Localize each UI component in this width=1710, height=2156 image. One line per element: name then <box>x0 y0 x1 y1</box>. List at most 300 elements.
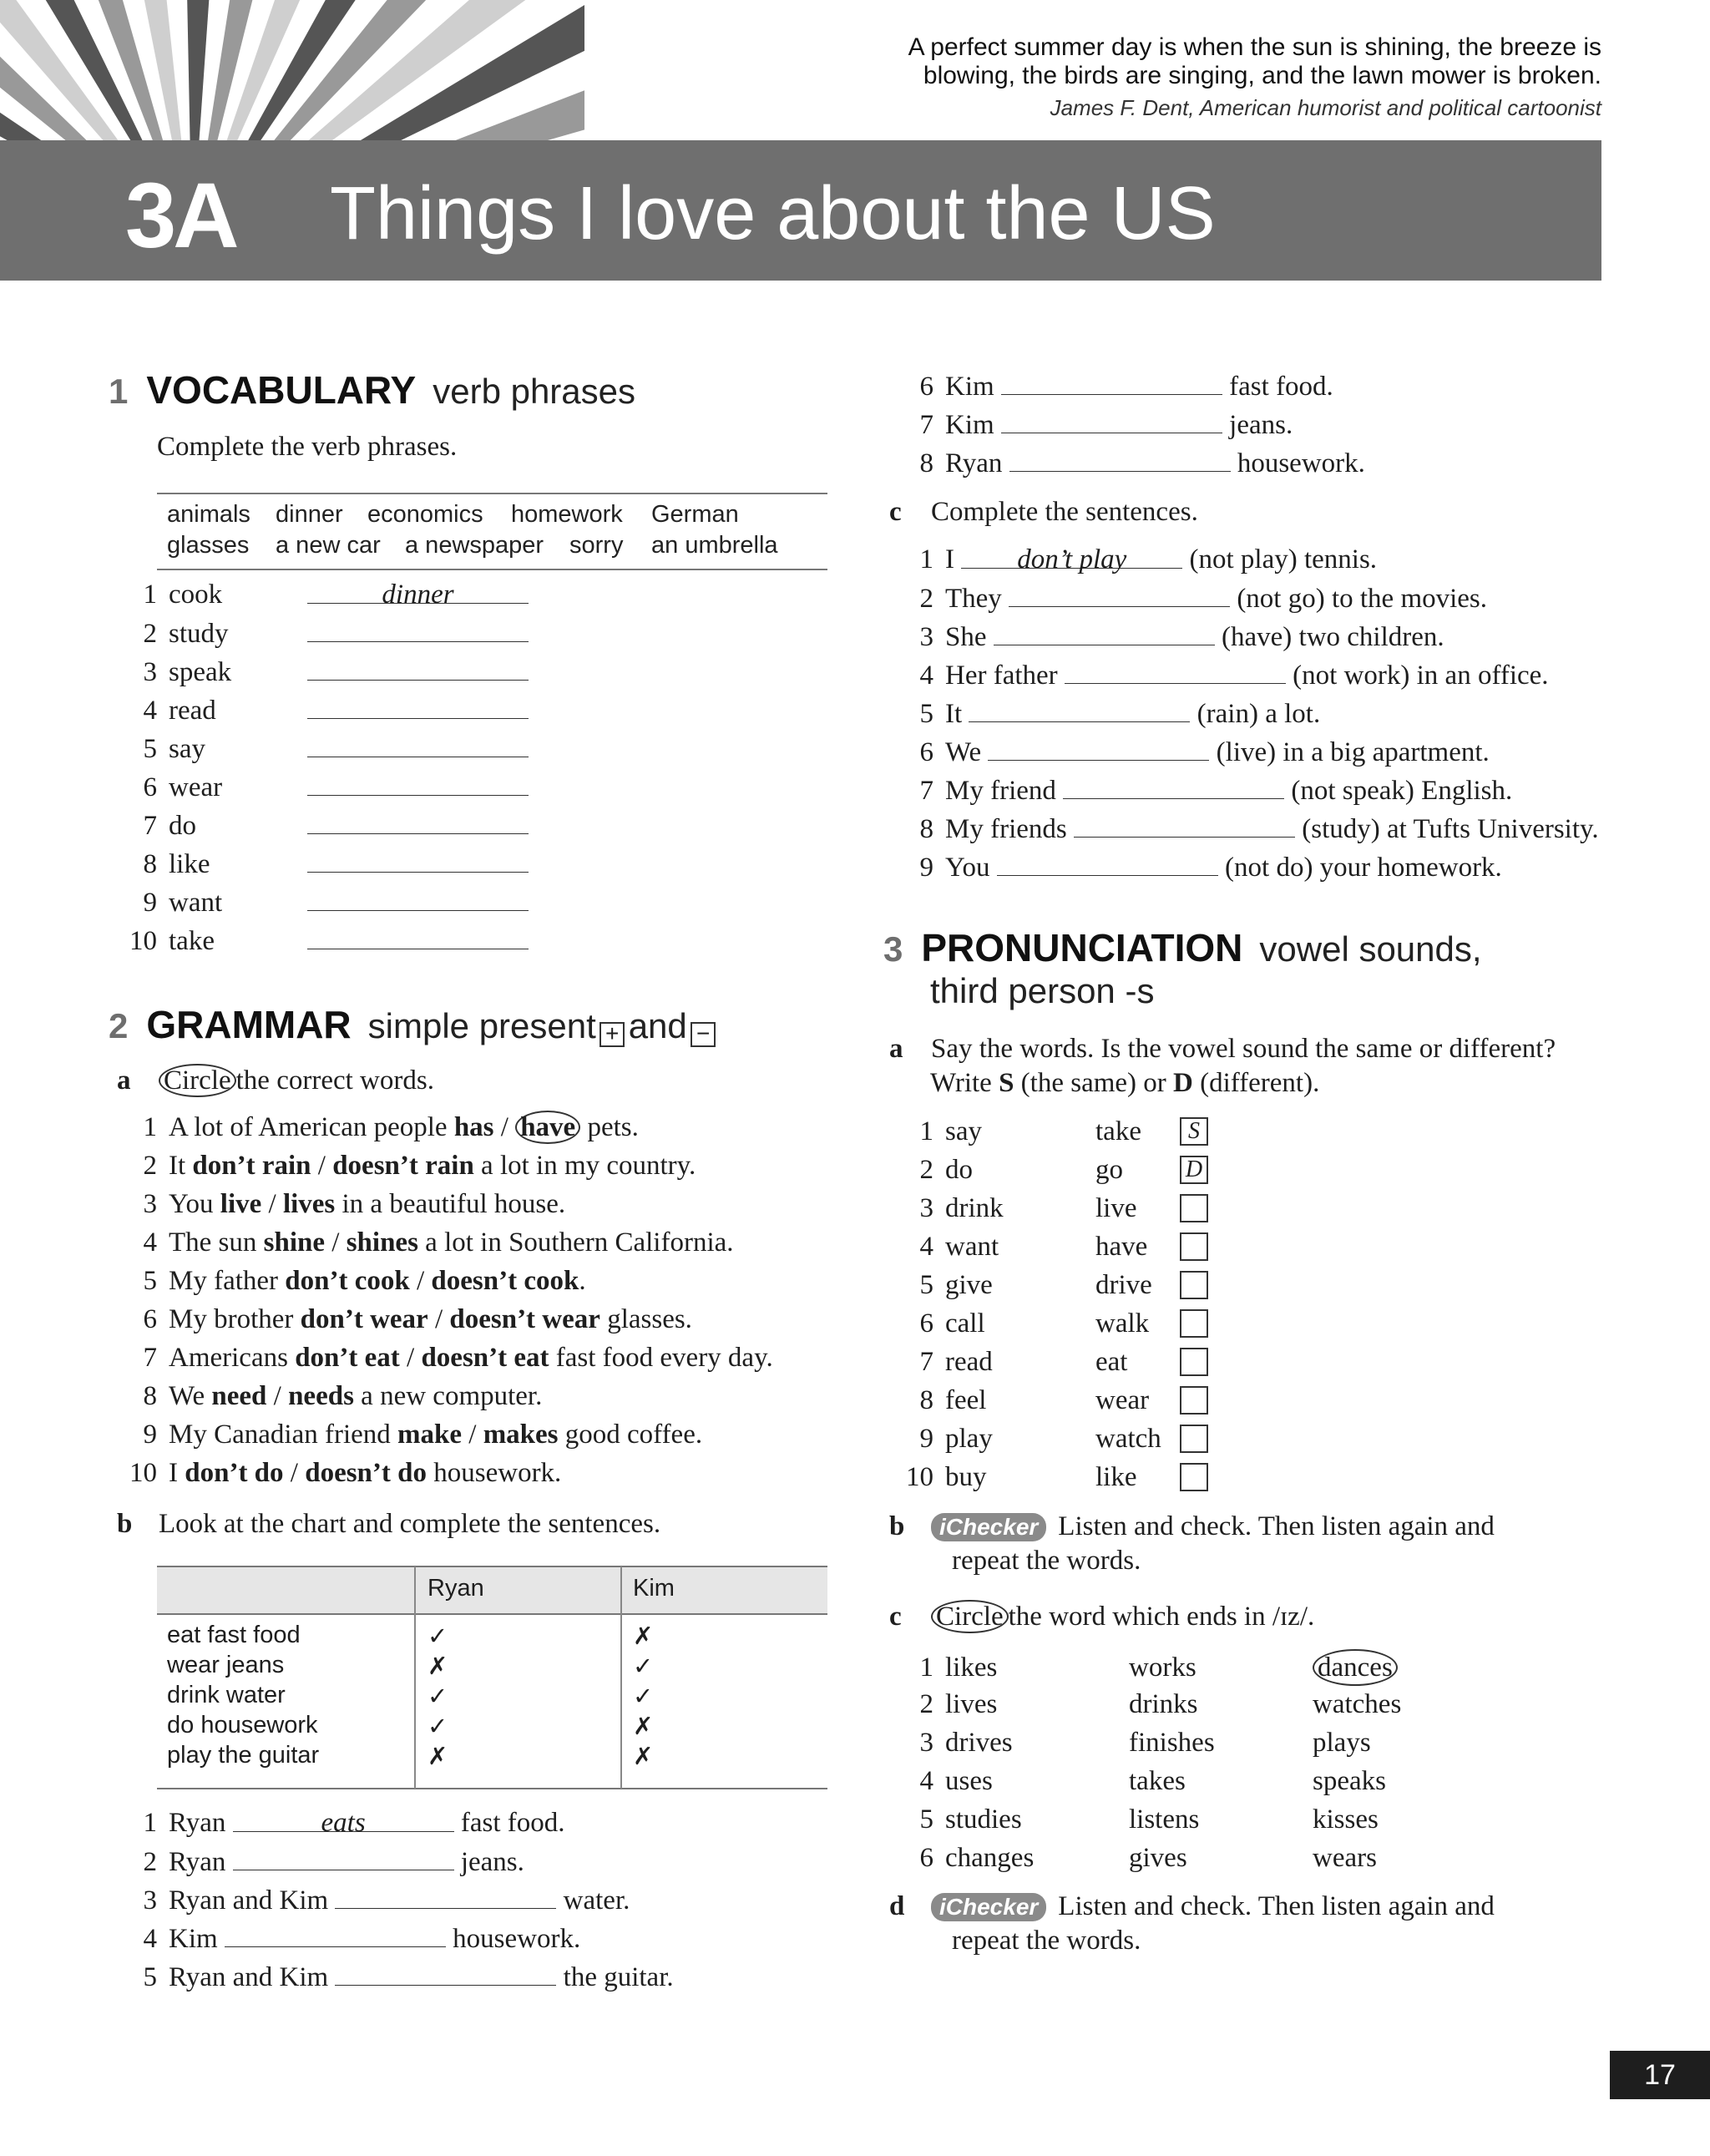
instruction-text: Say the words. Is the vowel sound the same or different? <box>931 1034 1556 1064</box>
subject: Her father <box>945 660 1065 691</box>
subject: I <box>945 544 962 574</box>
section-1-heading <box>109 367 635 412</box>
answer-box[interactable] <box>1180 1194 1208 1222</box>
word-2: wear <box>1095 1385 1150 1415</box>
subject: Ryan <box>945 448 1009 478</box>
answer-blank[interactable] <box>1074 812 1295 838</box>
option-2[interactable]: doesn’t rain <box>332 1151 474 1181</box>
word-option[interactable]: studies <box>945 1804 1022 1835</box>
circle-word: Circle <box>931 1600 1009 1633</box>
list-item <box>125 1264 586 1298</box>
item-number: 8 <box>143 849 157 879</box>
grammar-a-instruction <box>117 1065 434 1096</box>
item-number: 6 <box>919 1308 933 1339</box>
page-number: 17 <box>1610 2051 1710 2099</box>
word-option[interactable]: listens <box>1129 1804 1200 1835</box>
list-item <box>902 581 1487 615</box>
section-subtitle-2: third person -s <box>930 971 1155 1010</box>
exercise-label: b <box>889 1511 905 1541</box>
sentence-start: You <box>169 1189 220 1219</box>
list-item <box>125 1456 561 1490</box>
instruction-text: the word which ends in /ɪz/. <box>1008 1602 1315 1632</box>
word-2: take <box>1095 1116 1141 1146</box>
item-number: 4 <box>143 1227 157 1258</box>
answer-blank[interactable] <box>997 850 1218 876</box>
answer-blank[interactable] <box>225 1921 446 1947</box>
grammar-c-instruction <box>889 497 1198 528</box>
word-2: watch <box>1095 1424 1161 1454</box>
option-2[interactable]: shines <box>346 1227 418 1258</box>
subject: It <box>945 699 969 729</box>
item-number: 2 <box>919 1155 933 1185</box>
answer-blank[interactable] <box>233 1845 454 1870</box>
subject: She <box>945 622 994 652</box>
list-item <box>902 1841 1377 1875</box>
list-item <box>125 1379 542 1413</box>
sentence-start: My brother <box>169 1304 301 1334</box>
sentence-end: (rain) a lot. <box>1190 699 1321 729</box>
word-2: live <box>1095 1193 1137 1223</box>
item-number: 7 <box>919 410 933 440</box>
slash: / <box>428 1304 450 1334</box>
slash: / <box>261 1189 283 1219</box>
list-item <box>902 1345 1127 1379</box>
list-item <box>902 812 1599 846</box>
list-item <box>125 693 529 727</box>
verb: speak <box>169 657 232 687</box>
verb: read <box>169 696 216 726</box>
instruction-text: the correct words. <box>235 1065 434 1096</box>
option-1[interactable]: don’t do <box>185 1458 284 1488</box>
sentence-end: housework. <box>1230 448 1365 478</box>
word-2: eat <box>1095 1347 1128 1377</box>
slash: / <box>311 1151 333 1181</box>
table-header-bg <box>157 1566 827 1614</box>
sentence-start: It <box>169 1151 193 1181</box>
answer-blank[interactable] <box>1009 581 1230 607</box>
section-number: 1 <box>109 372 129 411</box>
word-option[interactable]: finishes <box>1129 1728 1215 1758</box>
item-number: 7 <box>919 776 933 806</box>
list-item <box>125 1883 630 1917</box>
quote-author: James F. Dent, American humorist and political cartoonist <box>1050 95 1601 120</box>
sentence-end: housework. <box>445 1924 581 1954</box>
word-option[interactable]: drives <box>945 1728 1013 1758</box>
letter-s: S <box>999 1068 1014 1098</box>
table-mark: ✗ <box>428 1744 448 1770</box>
verb: take <box>169 926 215 956</box>
pron-a-line-1 <box>889 1034 1556 1065</box>
word-2: like <box>1095 1462 1137 1492</box>
subject: Ryan and Kim <box>169 1885 336 1916</box>
list-item <box>125 1806 564 1840</box>
item-number: 1 <box>143 1808 157 1838</box>
subject: You <box>945 853 997 883</box>
section-subtitle: verb phrases <box>433 372 636 411</box>
table-top-rule <box>157 1566 827 1567</box>
table-row-label: play the guitar <box>167 1742 320 1769</box>
word-option[interactable]: plays <box>1313 1728 1371 1758</box>
table-mark: ✗ <box>633 1744 654 1770</box>
list-item <box>902 1384 1149 1417</box>
word-box-bottom-rule <box>157 569 827 570</box>
option-2[interactable]: have <box>515 1111 580 1144</box>
list-item <box>902 735 1490 769</box>
answer-blank[interactable] <box>307 885 529 911</box>
answer-blank[interactable] <box>307 808 529 834</box>
answer-blank[interactable] <box>1001 407 1222 433</box>
word-option[interactable]: kisses <box>1313 1804 1379 1835</box>
answer-box[interactable] <box>1180 1309 1208 1338</box>
word-2: go <box>1095 1155 1123 1185</box>
list-item <box>125 1226 734 1259</box>
verb: wear <box>169 772 223 802</box>
subject: My friend <box>945 776 1064 806</box>
option-2[interactable]: doesn’t cook <box>431 1266 579 1296</box>
sentence-start: The sun <box>169 1227 264 1258</box>
word-2: walk <box>1095 1308 1150 1339</box>
table-col-divider <box>414 1566 416 1789</box>
list-item <box>902 1803 1379 1836</box>
word-option[interactable]: lives <box>945 1689 998 1719</box>
list-item <box>902 1764 1386 1798</box>
item-number: 1 <box>143 1112 157 1142</box>
item-number: 3 <box>143 1885 157 1916</box>
word-box-word: glasses <box>167 532 250 559</box>
sentence-start: Americans <box>169 1343 296 1373</box>
table-bottom-rule <box>157 1788 827 1789</box>
answer-blank[interactable] <box>307 693 529 719</box>
list-item <box>125 1921 580 1956</box>
table-col-divider <box>620 1566 622 1789</box>
answer-box[interactable] <box>1180 1425 1208 1453</box>
sentence-start: My father <box>169 1266 286 1296</box>
list-item <box>902 407 1293 442</box>
section-subtitle-and: and <box>628 1006 687 1045</box>
section-subtitle: vowel sounds, <box>1259 929 1482 969</box>
pron-d-line-1 <box>889 1891 1495 1922</box>
sentence-start: My Canadian friend <box>169 1420 398 1450</box>
list-item <box>902 696 1320 731</box>
exercise-label: d <box>889 1891 905 1921</box>
item-number: 1 <box>919 1116 933 1146</box>
option-2[interactable]: doesn’t do <box>305 1458 427 1488</box>
list-item <box>125 1341 773 1374</box>
word-1: read <box>945 1347 993 1377</box>
answer-blank[interactable] <box>307 924 529 949</box>
word-option[interactable]: takes <box>1129 1766 1186 1796</box>
section-3-subheading-2 <box>930 971 1154 1011</box>
section-2-heading <box>109 1002 716 1047</box>
word-option[interactable]: changes <box>945 1843 1035 1873</box>
list-item <box>125 1303 692 1336</box>
list-item <box>902 543 1377 576</box>
answer-blank[interactable] <box>307 847 529 873</box>
sentence-end: a new computer. <box>353 1381 543 1411</box>
table-header-rule <box>157 1613 827 1615</box>
pron-c-instruction <box>889 1602 1314 1632</box>
answer-box[interactable]: S <box>1180 1117 1208 1146</box>
item-number: 4 <box>143 696 157 726</box>
answer-box[interactable] <box>1180 1386 1208 1415</box>
word-option[interactable]: dances <box>1313 1649 1398 1686</box>
answer-blank[interactable] <box>1063 773 1284 799</box>
sentence-end: water. <box>556 1885 630 1916</box>
answer-blank[interactable] <box>1009 446 1231 472</box>
item-number: 10 <box>129 926 157 956</box>
answer-box[interactable]: D <box>1180 1156 1208 1184</box>
table-mark: ✓ <box>633 1653 654 1680</box>
answer-box[interactable] <box>1180 1232 1208 1261</box>
word-2: drive <box>1095 1270 1152 1300</box>
item-number: 9 <box>919 1424 933 1454</box>
word-option[interactable]: likes <box>945 1652 998 1683</box>
quote-line-1: A perfect summer day is when the sun is shining, the breeze is <box>908 33 1601 61</box>
list-item <box>902 1230 1147 1263</box>
word-1: buy <box>945 1462 987 1492</box>
answer-blank[interactable] <box>307 655 529 681</box>
item-number: 5 <box>919 1270 933 1300</box>
item-number: 3 <box>919 1728 933 1758</box>
item-number: 10 <box>906 1462 933 1492</box>
item-number: 9 <box>919 853 933 883</box>
list-item <box>902 1268 1152 1302</box>
option-1[interactable]: shine <box>263 1227 326 1258</box>
answer-blank[interactable] <box>307 770 529 796</box>
slash: / <box>462 1420 483 1450</box>
sentence-end: (live) in a big apartment. <box>1209 737 1490 767</box>
table-mark: ✓ <box>428 1713 448 1740</box>
list-item <box>125 924 529 958</box>
exercise-label: b <box>117 1509 133 1539</box>
word-box-word: German <box>651 501 739 528</box>
word-option[interactable]: works <box>1129 1652 1196 1683</box>
word-option[interactable]: watches <box>1313 1689 1402 1719</box>
verb: do <box>169 811 196 841</box>
item-number: 6 <box>919 1843 933 1873</box>
word-1: want <box>945 1232 999 1262</box>
item-number: 6 <box>919 372 933 402</box>
list-item <box>902 850 1502 884</box>
list-item <box>902 773 1512 807</box>
sentence-end: (have) two children. <box>1214 622 1444 652</box>
word-box-word: homework <box>511 501 623 528</box>
circle-word: Circle <box>159 1064 236 1097</box>
word-box-word: sorry <box>569 532 624 559</box>
word-option[interactable]: uses <box>945 1766 993 1796</box>
list-item <box>902 1726 1371 1759</box>
item-number: 8 <box>919 448 933 478</box>
verb: cook <box>169 579 223 610</box>
list-item <box>125 731 529 766</box>
ichecker-badge[interactable]: iChecker <box>931 1513 1046 1541</box>
word-option[interactable]: speaks <box>1313 1766 1386 1796</box>
table-mark: ✗ <box>428 1653 448 1680</box>
option-2[interactable]: lives <box>282 1189 336 1219</box>
answer-blank[interactable] <box>335 1960 556 1986</box>
option-2[interactable]: makes <box>483 1420 559 1450</box>
list-item <box>902 1153 1123 1187</box>
list-item <box>902 1649 1398 1686</box>
slash: / <box>266 1381 289 1411</box>
list-item <box>902 1422 1161 1455</box>
sentence-end: (not play) tennis. <box>1182 544 1378 574</box>
table-mark: ✗ <box>633 1623 654 1650</box>
answer-blank[interactable] <box>307 616 529 642</box>
list-item <box>125 808 529 843</box>
item-number: 6 <box>143 772 157 802</box>
word-box-word: a new car <box>276 532 381 559</box>
list-item <box>902 620 1444 654</box>
table-mark: ✓ <box>428 1683 448 1710</box>
sentence-end: fast food. <box>1222 372 1333 402</box>
option-1[interactable]: has <box>453 1112 494 1142</box>
item-number: 1 <box>143 579 157 610</box>
sentence-start: A lot of American people <box>169 1112 454 1142</box>
plus-box-icon: + <box>600 1022 625 1047</box>
answer-box[interactable] <box>1180 1271 1208 1299</box>
item-number: 2 <box>919 1689 933 1719</box>
answer-blank[interactable] <box>1001 369 1222 395</box>
instruction-text: (different). <box>1192 1068 1320 1098</box>
answer-blank[interactable] <box>1065 658 1286 684</box>
unit-number: 3A <box>125 164 236 267</box>
answer-blank: don’t play <box>961 543 1182 569</box>
slash: / <box>283 1458 306 1488</box>
sentence-end: good coffee. <box>558 1420 703 1450</box>
section-number: 3 <box>883 929 903 969</box>
unit-title: Things I love about the US <box>330 172 1216 256</box>
word-box-top-rule <box>157 493 827 494</box>
word-1: say <box>945 1116 982 1146</box>
option-2[interactable]: needs <box>288 1381 354 1411</box>
list-item <box>125 770 529 804</box>
list-item <box>902 1192 1136 1225</box>
item-number: 1 <box>919 544 933 574</box>
word-option[interactable]: wears <box>1313 1843 1377 1873</box>
sentence-start: We <box>169 1381 212 1411</box>
item-number: 5 <box>143 1266 157 1296</box>
option-1[interactable]: don’t eat <box>295 1343 400 1373</box>
answer-box[interactable] <box>1180 1463 1208 1491</box>
item-number: 2 <box>919 584 933 614</box>
option-2[interactable]: doesn’t wear <box>449 1304 600 1334</box>
instruction-text: Look at the chart and complete the sentences. <box>159 1509 661 1539</box>
option-1[interactable]: live <box>220 1189 262 1219</box>
list-item <box>125 616 529 650</box>
item-number: 4 <box>919 1232 933 1262</box>
subject: Ryan <box>169 1847 233 1877</box>
table-row-label: do housework <box>167 1712 318 1738</box>
table-header-cell: Ryan <box>428 1575 484 1602</box>
table-row-label: drink water <box>167 1682 286 1708</box>
slash: / <box>325 1227 347 1258</box>
slash: / <box>399 1343 422 1373</box>
item-number: 10 <box>129 1458 157 1488</box>
option-1[interactable]: don’t wear <box>300 1304 428 1334</box>
option-1[interactable]: make <box>397 1420 463 1450</box>
table-mark: ✗ <box>633 1713 654 1740</box>
list-item <box>902 1115 1141 1148</box>
ichecker-badge[interactable]: iChecker <box>931 1893 1046 1921</box>
option-1[interactable]: don’t cook <box>285 1266 410 1296</box>
item-number: 8 <box>919 814 933 844</box>
item-number: 3 <box>919 1193 933 1223</box>
item-number: 5 <box>143 1962 157 1992</box>
item-number: 4 <box>919 660 933 691</box>
list-item <box>125 1845 524 1879</box>
answer-box[interactable] <box>1180 1348 1208 1376</box>
option-2[interactable]: doesn’t eat <box>421 1343 549 1373</box>
exercise-label: a <box>889 1034 903 1064</box>
item-number: 5 <box>919 699 933 729</box>
sentence-end: in a beautiful house. <box>335 1189 566 1219</box>
sentence-end: the guitar. <box>556 1962 674 1992</box>
pron-a-line-2 <box>930 1068 1319 1099</box>
list-item <box>902 1307 1149 1340</box>
word-box-word: an umbrella <box>651 532 778 559</box>
word-option[interactable]: drinks <box>1129 1689 1198 1719</box>
answer-blank[interactable] <box>994 620 1215 645</box>
answer-blank[interactable] <box>307 731 529 757</box>
item-number: 5 <box>919 1804 933 1835</box>
answer-blank[interactable] <box>969 696 1190 722</box>
word-box-word: animals <box>167 501 250 528</box>
item-number: 1 <box>919 1652 933 1683</box>
item-number: 6 <box>143 1304 157 1334</box>
letter-d: D <box>1173 1068 1193 1098</box>
list-item <box>125 847 529 881</box>
instruction-text: Write <box>930 1068 999 1098</box>
slash: / <box>493 1112 516 1142</box>
sentence-end: glasses. <box>600 1304 692 1334</box>
item-number: 3 <box>919 622 933 652</box>
word-1: give <box>945 1270 993 1300</box>
word-1: play <box>945 1424 993 1454</box>
option-1[interactable]: need <box>211 1381 267 1411</box>
grammar-b-instruction <box>117 1509 660 1540</box>
list-item <box>902 1460 1136 1494</box>
item-number: 6 <box>919 737 933 767</box>
exercise-label: c <box>889 1602 902 1632</box>
list-item <box>125 1960 674 1994</box>
section-3-heading <box>883 925 1482 970</box>
subject: Kim <box>945 410 1001 440</box>
answer-blank[interactable] <box>335 1883 556 1909</box>
sentence-end: a lot in my country. <box>473 1151 696 1181</box>
word-option[interactable]: gives <box>1129 1843 1187 1873</box>
word-2: have <box>1095 1232 1148 1262</box>
sentence-end: . <box>579 1266 586 1296</box>
word-box-word: economics <box>367 501 483 528</box>
item-number: 7 <box>143 811 157 841</box>
list-item <box>125 1149 696 1182</box>
option-1[interactable]: don’t rain <box>192 1151 311 1181</box>
quote-line-2: blowing, the birds are singing, and the lawn mower is broken. <box>923 62 1601 89</box>
item-number: 4 <box>919 1766 933 1796</box>
item-number: 2 <box>143 1847 157 1877</box>
instruction-text: Complete the sentences. <box>931 497 1198 527</box>
list-item <box>902 369 1333 403</box>
subject: Kim <box>169 1924 225 1954</box>
sentence-end: housework. <box>427 1458 562 1488</box>
answer-blank[interactable] <box>988 735 1209 761</box>
sentence-end: (not go) to the movies. <box>1230 584 1488 614</box>
section-title: GRAMMAR <box>146 1003 352 1046</box>
item-number: 7 <box>919 1347 933 1377</box>
subject: Kim <box>945 372 1001 402</box>
list-item <box>125 1111 639 1144</box>
